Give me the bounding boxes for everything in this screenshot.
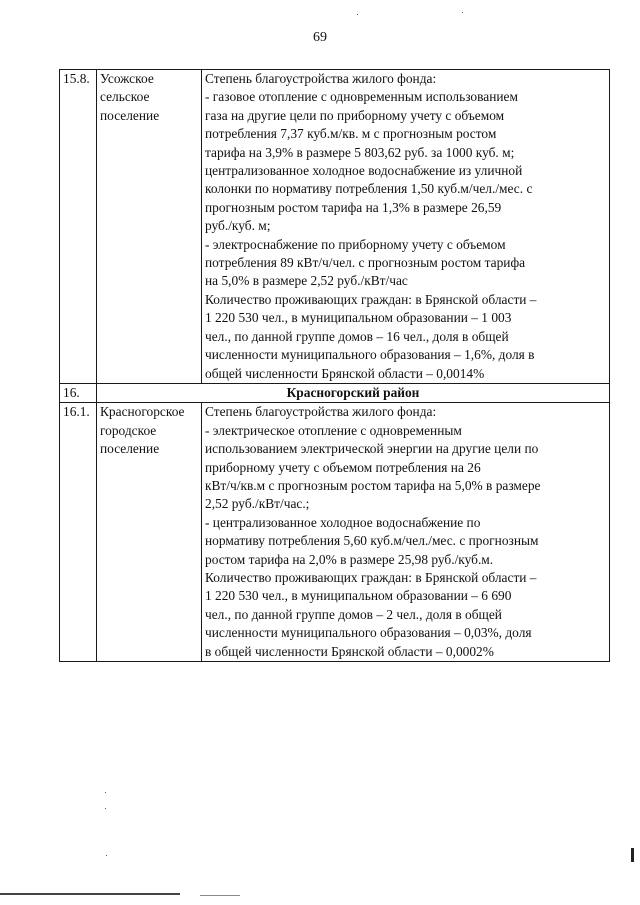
desc-line: колонки по нормативу потребления 1,50 куб.м/чел./мес. с [205, 181, 533, 197]
scan-artifact-dot [106, 855, 107, 856]
table-row-16-1 [60, 403, 610, 662]
desc-line: 1 220 530 чел., в муниципальном образовании – 1 003 [205, 310, 512, 326]
settlement-description [202, 70, 610, 384]
desc-line: чел., по данной группе домов – 2 чел., доля в общей [205, 606, 502, 622]
scan-artifact-dot [357, 14, 358, 15]
scan-artifact-dot [462, 12, 463, 13]
desc-line: кВт/ч/кв.м с прогнозным ростом тарифа на 5,0% в размере [205, 477, 541, 493]
desc-line: чел., по данной группе домов – 16 чел., доля в общей [205, 328, 509, 344]
desc-line: Количество проживающих граждан: в Брянской области – [205, 291, 537, 307]
desc-line: - электроснабжение по приборному учету с объемом [205, 236, 506, 252]
desc-line: централизованное холодное водоснабжение из уличной [205, 163, 523, 179]
desc-line: ростом тарифа на 2,0% в размере 25,98 руб./куб.м. [205, 551, 494, 567]
desc-line: общей численности Брянской области – 0,0014% [205, 365, 485, 381]
table-row-15-8 [60, 70, 610, 384]
district-title: Красногорский район [97, 383, 610, 402]
desc-line: прогнозным ростом тарифа на 1,3% в размере 26,59 [205, 199, 502, 215]
row-number: 16.1. [60, 403, 97, 662]
scan-artifact-line [200, 895, 240, 896]
table-row-16 [60, 383, 610, 402]
desc-line: Степень благоустройства жилого фонда: [205, 404, 437, 420]
desc-line: Количество проживающих граждан: в Брянской области – [205, 569, 537, 585]
name-line: поселение [100, 107, 160, 123]
settlement-name [97, 70, 202, 384]
settlement-description [202, 403, 610, 662]
settlement-name [97, 403, 202, 662]
desc-line: - электрическое отопление с одновременным [205, 422, 462, 438]
desc-line: 2,52 руб./кВт/час.; [205, 496, 310, 512]
scan-artifact-dot [105, 808, 106, 809]
desc-line: использованием электрической энергии на другие цели по [205, 441, 539, 457]
name-line: Усожское [100, 71, 154, 86]
desc-line: руб./куб. м; [205, 218, 271, 234]
desc-line: - газовое отопление с одновременным использованием [205, 89, 518, 105]
scan-artifact-dot [105, 792, 106, 793]
name-line: Красногорское [100, 404, 185, 420]
desc-line: на 5,0% в размере 2,52 руб./кВт/час [205, 273, 408, 289]
desc-line: численности муниципального образования – 0,03%, доля [205, 625, 532, 641]
desc-line: потребления 7,37 куб.м/кв. м с прогнозным ростом [205, 126, 497, 142]
row-number: 15.8. [60, 70, 97, 384]
name-line: поселение [100, 441, 160, 457]
desc-line: - централизованное холодное водоснабжение по [205, 514, 481, 530]
name-line: городское [100, 422, 157, 438]
desc-line: газа на другие цели по приборному учету с объемом [205, 107, 505, 123]
desc-line: 1 220 530 чел., в муниципальном образовании – 6 690 [205, 588, 512, 604]
row-number: 16. [60, 383, 97, 402]
scan-artifact-mark [631, 848, 634, 862]
name-line: сельское [100, 89, 150, 105]
desc-line: тарифа на 3,9% в размере 5 803,62 руб. за 1000 куб. м; [205, 144, 515, 160]
desc-line: потребления 89 кВт/ч/чел. с прогнозным ростом тарифа [205, 255, 526, 271]
data-table [59, 69, 610, 662]
desc-line: в общей численности Брянской области – 0,0002% [205, 643, 494, 659]
desc-line: приборному учету с объемом потребления на 26 [205, 459, 481, 475]
page-number: 69 [313, 30, 327, 45]
desc-line: численности муниципального образования – 1,6%, доля в [205, 347, 535, 363]
desc-line: нормативу потребления 5,60 куб.м/чел./мес. с прогнозным [205, 533, 539, 549]
scan-artifact-line [0, 893, 180, 895]
desc-line: Степень благоустройства жилого фонда: [205, 71, 437, 86]
